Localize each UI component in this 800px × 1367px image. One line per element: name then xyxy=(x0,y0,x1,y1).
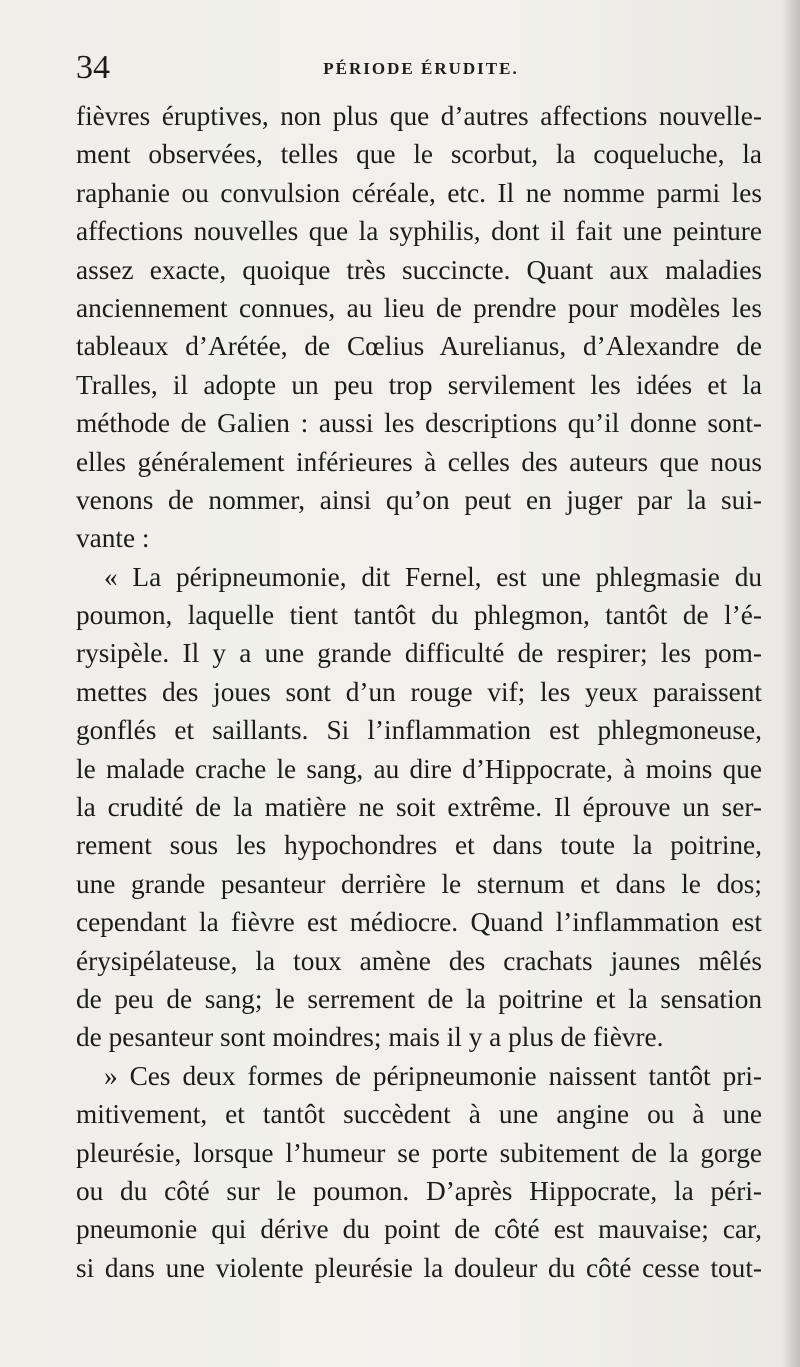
text-line: assez exacte, quoique très succincte. Quant aux maladies xyxy=(76,254,762,285)
text-line: rysipèle. Il y a une grande difficulté de respirer; les pom- xyxy=(76,638,762,669)
text-line: raphanie ou convulsion céréale, etc. Il ne nomme parmi les xyxy=(76,177,762,208)
text-line: mettes des joues sont d’un rouge vif; les yeux paraissent xyxy=(76,676,762,707)
text-line: pneumonie qui dérive du point de côté est mauvaise; car, xyxy=(76,1214,762,1245)
text-line: affections nouvelles que la syphilis, dont il fait une peinture xyxy=(76,216,762,247)
text-line: de peu de sang; le serrement de la poitrine et la sensation xyxy=(76,983,762,1014)
text-line: méthode de Galien : aussi les descriptions qu’il donne sont- xyxy=(76,408,762,439)
running-title: PÉRIODE ÉRUDITE. xyxy=(323,59,519,78)
text-line: ment observées, telles que le scorbut, la coqueluche, la xyxy=(76,139,762,170)
text-line: cependant la fièvre est médiocre. Quand l’inflammation est xyxy=(76,907,762,938)
text-line: érysipélateuse, la toux amène des crachats jaunes mêlés xyxy=(76,945,762,976)
text-line: mitivement, et tantôt succèdent à une angine ou à une xyxy=(76,1099,762,1130)
text-line: vante : xyxy=(76,523,150,554)
text-line: la crudité de la matière ne soit extrême. Il éprouve un ser- xyxy=(76,792,762,823)
text-line: gonflés et saillants. Si l’inflammation est phlegmoneuse, xyxy=(76,715,762,746)
page-edge-shadow xyxy=(782,0,800,1367)
text-line: « La péripneumonie, dit Fernel, est une phlegmasie du xyxy=(104,561,762,592)
text-line: tableaux d’Arétée, de Cœlius Aurelianus, d’Alexandre de xyxy=(76,331,762,362)
text-line: » Ces deux formes de péripneumonie naissent tantôt pri- xyxy=(104,1060,762,1091)
text-line: le malade crache le sang, au dire d’Hippocrate, à moins que xyxy=(76,753,762,784)
text-line: elles généralement inférieures à celles des auteurs que nous xyxy=(76,446,762,477)
page-number: 34 xyxy=(76,49,110,86)
page-header xyxy=(76,48,766,88)
text-line: pleurésie, lorsque l’humeur se porte subitement de la gorge xyxy=(76,1137,762,1168)
text-line: anciennement connues, au lieu de prendre pour modèles les xyxy=(76,292,762,323)
text-line: si dans une violente pleurésie la douleur du côté cesse tout- xyxy=(76,1252,762,1283)
body-text xyxy=(76,97,762,1287)
text-line: une grande pesanteur derrière le sternum et dans le dos; xyxy=(76,868,762,899)
text-line: de pesanteur sont moindres; mais il y a plus de fièvre. xyxy=(76,1022,664,1053)
text-line: rement sous les hypochondres et dans toute la poitrine, xyxy=(76,830,762,861)
text-line: Tralles, il adopte un peu trop servilement les idées et la xyxy=(76,369,762,400)
text-line: fièvres éruptives, non plus que d’autres affections nouvelle- xyxy=(76,101,762,131)
text-line: poumon, laquelle tient tantôt du phlegmon, tantôt de l’é- xyxy=(76,600,762,631)
text-line: ou du côté sur le poumon. D’après Hippocrate, la péri- xyxy=(76,1175,762,1206)
text-line: venons de nommer, ainsi qu’on peut en juger par la sui- xyxy=(76,484,762,515)
